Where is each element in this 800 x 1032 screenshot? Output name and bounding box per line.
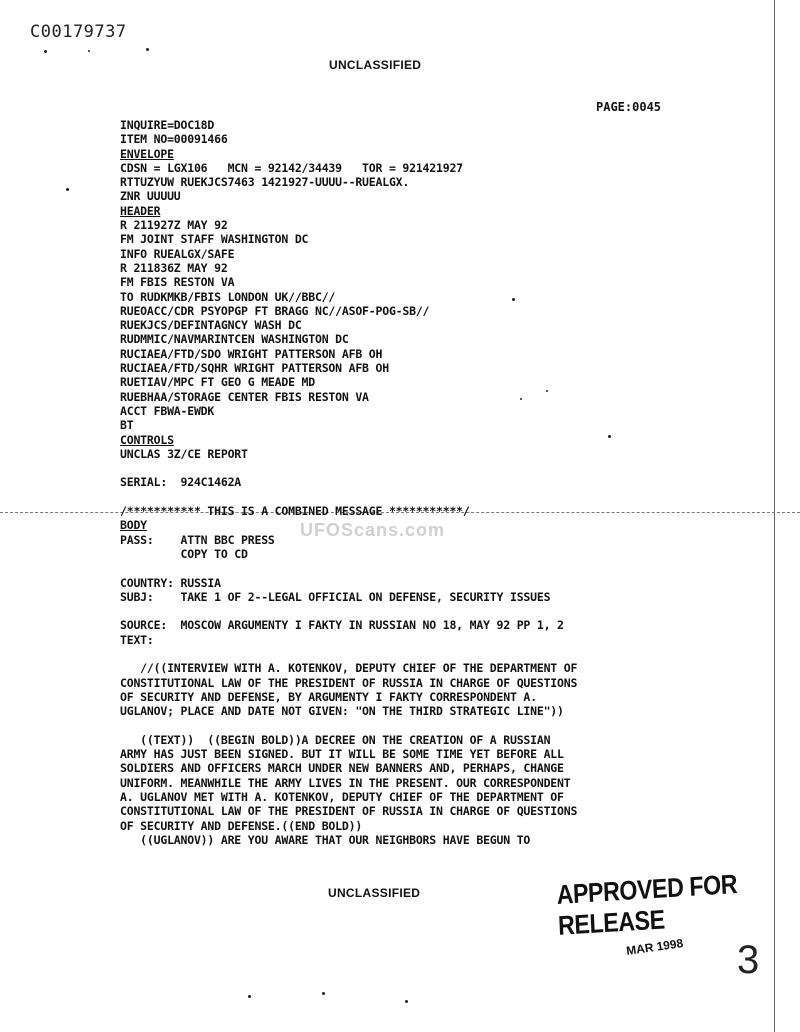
document-id: C00179737 [30, 22, 127, 42]
message-line: RUEBHAA/STORAGE CENTER FBIS RESTON VA [120, 389, 369, 404]
message-line: ZNR UUUUU [120, 189, 181, 204]
message-line: UGLANOV; PLACE AND DATE NOT GIVEN: "ON THE THIRD STRATEGIC LINE")) [120, 704, 564, 719]
message-line: RUEOACC/CDR PSYOPGP FT BRAGG NC//ASOF-POG-SB// [120, 303, 430, 318]
message-line: BODY [120, 518, 147, 533]
message-line: SOURCE: MOSCOW ARGUMENTY I FAKTY IN RUSSIAN NO 18, MAY 92 PP 1, 2 [120, 618, 564, 633]
message-line: R 211836Z MAY 92 [120, 260, 228, 275]
message-line: A. UGLANOV MET WITH A. KOTENKOV, DEPUTY CHIEF OF THE DEPARTMENT OF [120, 789, 564, 804]
message-line: CONSTITUTIONAL LAW OF THE PRESIDENT OF RUSSIA IN CHARGE OF QUESTIONS [120, 804, 578, 819]
message-line: TO RUDKMKB/FBIS LONDON UK//BBC// [120, 289, 336, 304]
classification-footer: UNCLASSIFIED [328, 886, 421, 900]
scan-speck [66, 188, 69, 191]
right-edge-rule [774, 0, 775, 1032]
page-number: PAGE:0045 [596, 100, 662, 114]
message-line: SOLDIERS AND OFFICERS MARCH UNDER NEW BANNERS AND, PERHAPS, CHANGE [120, 761, 564, 776]
message-line: ARMY HAS JUST BEEN SIGNED. BUT IT WILL BE SOME TIME YET BEFORE ALL [120, 747, 564, 762]
message-line: UNCLAS 3Z/CE REPORT [120, 446, 248, 461]
message-line: RUDMMIC/NAVMARINTCEN WASHINGTON DC [120, 332, 349, 347]
watermark: UFOScans.com [300, 520, 446, 540]
scan-speck [608, 435, 611, 438]
scan-speck [405, 1000, 408, 1003]
blank-line [120, 490, 760, 504]
message-body [120, 118, 760, 847]
blank-line [120, 718, 760, 732]
message-line: FM JOINT STAFF WASHINGTON DC [120, 232, 309, 247]
message-line: CONTROLS [120, 432, 174, 447]
scan-speck [520, 398, 522, 400]
message-line: R 211927Z MAY 92 [120, 218, 228, 233]
scan-speck [546, 390, 548, 392]
message-line: INFO RUEALGX/SAFE [120, 246, 235, 261]
scan-speck [146, 48, 149, 51]
message-line: ACCT FBWA-EWDK [120, 403, 215, 418]
message-line: INQUIRE=DOC18D [120, 118, 215, 132]
message-line: COUNTRY: RUSSIA [120, 575, 221, 590]
message-line: UNIFORM. MEANWHILE THE ARMY LIVES IN THE PRESENT. OUR CORRESPONDENT [120, 775, 571, 790]
message-line: OF SECURITY AND DEFENSE.((END BOLD)) [120, 818, 363, 833]
message-line: ((UGLANOV)) ARE YOU AWARE THAT OUR NEIGHBORS HAVE BEGUN TO [120, 832, 531, 847]
message-line: BT [120, 418, 134, 433]
approved-for-release-stamp: APPROVED FOR RELEASE [556, 869, 738, 941]
blank-line [120, 604, 760, 618]
blank-line [120, 561, 760, 575]
message-line: COPY TO CD [120, 546, 248, 561]
classification-header: UNCLASSIFIED [329, 58, 422, 72]
message-line: RUCIAEA/FTD/SQHR WRIGHT PATTERSON AFB OH [120, 361, 389, 376]
scan-speck [322, 992, 325, 995]
release-stamp-date: MAR 1998 [625, 936, 685, 958]
scan-speck [88, 50, 90, 52]
scan-speck [44, 50, 47, 53]
blank-line [120, 461, 760, 475]
message-line: /*********** THIS IS A COMBINED MESSAGE ***********/ [120, 504, 470, 519]
message-line: RUCIAEA/FTD/SDO WRIGHT PATTERSON AFB OH [120, 346, 383, 361]
message-line: TEXT: [120, 632, 154, 647]
message-line: ((TEXT)) ((BEGIN BOLD))A DECREE ON THE CREATION OF A RUSSIAN [120, 732, 551, 747]
scan-speck [248, 995, 251, 998]
message-line: FM FBIS RESTON VA [120, 275, 235, 290]
blank-line [120, 647, 760, 661]
message-line: CONSTITUTIONAL LAW OF THE PRESIDENT OF RUSSIA IN CHARGE OF QUESTIONS [120, 675, 578, 690]
message-line: RUEKJCS/DEFINTAGNCY WASH DC [120, 318, 302, 333]
message-line: CDSN = LGX106 MCN = 92142/34439 TOR = 921421927 [120, 160, 463, 175]
message-line: ENVELOPE [120, 146, 174, 161]
message-line: PASS: ATTN BBC PRESS [120, 532, 275, 547]
message-line: //((INTERVIEW WITH A. KOTENKOV, DEPUTY CHIEF OF THE DEPARTMENT OF [120, 661, 578, 676]
message-line: RTTUZYUW RUEKJCS7463 1421927-UUUU--RUEALGX. [120, 175, 410, 190]
message-line: SERIAL: 924C1462A [120, 475, 242, 490]
message-line: RUETIAV/MPC FT GEO G MEADE MD [120, 375, 315, 390]
message-line: ITEM NO=00091466 [120, 132, 228, 147]
message-line: HEADER [120, 203, 161, 218]
handwritten-page-number: 3 [737, 938, 760, 982]
message-line: OF SECURITY AND DEFENSE, BY ARGUMENTY I FAKTY CORRESPONDENT A. [120, 689, 537, 704]
message-line: SUBJ: TAKE 1 OF 2--LEGAL OFFICIAL ON DEFENSE, SECURITY ISSUES [120, 589, 551, 604]
scan-speck [512, 298, 515, 301]
